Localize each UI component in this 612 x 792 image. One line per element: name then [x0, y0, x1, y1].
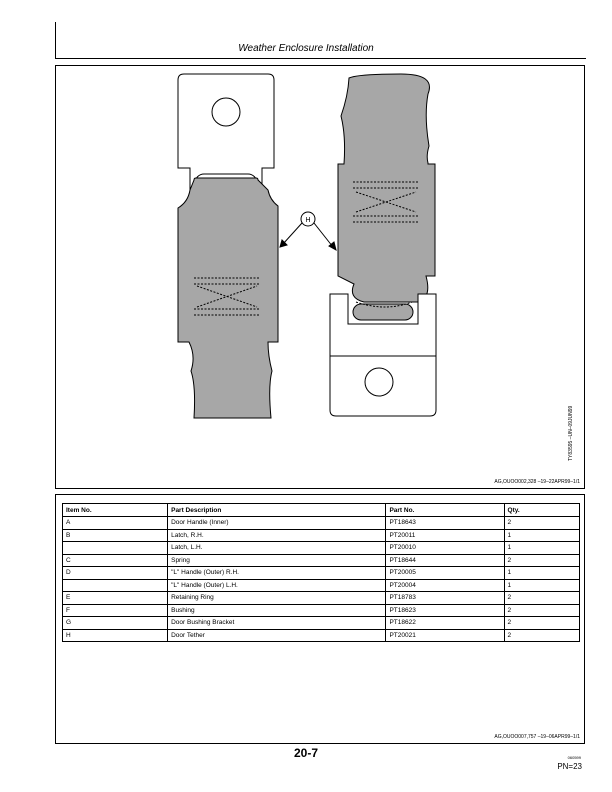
table-header-row	[63, 504, 580, 517]
footer-pn: PN=23	[557, 762, 582, 771]
page-title: Weather Enclosure Installation	[238, 43, 374, 54]
cell-part-no: PT18643	[386, 517, 504, 530]
cell-qty: 2	[504, 604, 579, 617]
cell-qty: 2	[504, 554, 579, 567]
header-rule	[55, 58, 586, 59]
cell-qty: 2	[504, 617, 579, 630]
table-row	[63, 542, 580, 555]
cell-part-no: PT20005	[386, 567, 504, 580]
cell-part-no: PT20010	[386, 542, 504, 555]
cell-description: Door Bushing Bracket	[168, 617, 386, 630]
parts-table-panel	[55, 494, 585, 744]
right-bracket-slot	[353, 304, 413, 320]
figure-panel	[55, 65, 585, 489]
cell-part-no: PT20021	[386, 629, 504, 642]
cell-part-no: PT18644	[386, 554, 504, 567]
callout-label: H	[305, 217, 311, 224]
cell-qty: 1	[504, 579, 579, 592]
cell-qty: 2	[504, 629, 579, 642]
cell-description: Latch, L.H.	[168, 542, 386, 555]
header-part-description: Part Description	[168, 504, 386, 517]
cell-item-no	[63, 542, 168, 555]
cell-part-no: PT18623	[386, 604, 504, 617]
parts-table	[62, 503, 580, 642]
figure-reference: AG,OUOO002,328 –19–22APR99–1/1	[494, 479, 580, 485]
cell-item-no: E	[63, 592, 168, 605]
table-row	[63, 554, 580, 567]
figure-vertical-id: TY83595 –UN–09JUN99	[568, 405, 574, 461]
footer-code: 060599	[567, 755, 581, 760]
cell-qty: 1	[504, 529, 579, 542]
cell-qty: 2	[504, 592, 579, 605]
cell-qty: 1	[504, 542, 579, 555]
cell-item-no: C	[63, 554, 168, 567]
cell-description: Retaining Ring	[168, 592, 386, 605]
cell-item-no	[63, 579, 168, 592]
cell-item-no: A	[63, 517, 168, 530]
cell-part-no: PT18622	[386, 617, 504, 630]
table-row	[63, 592, 580, 605]
table-row	[63, 579, 580, 592]
cell-part-no: PT20011	[386, 529, 504, 542]
header-part-no: Part No.	[386, 504, 504, 517]
table-row	[63, 517, 580, 530]
cell-item-no: H	[63, 629, 168, 642]
cell-item-no: G	[63, 617, 168, 630]
table-row	[63, 617, 580, 630]
cell-description: Spring	[168, 554, 386, 567]
header-qty: Qty.	[504, 504, 579, 517]
table-reference: AG,OUOO007,757 –19–06APR99–1/1	[494, 734, 580, 740]
table-row	[63, 567, 580, 580]
cell-part-no: PT20004	[386, 579, 504, 592]
cell-qty: 1	[504, 567, 579, 580]
left-strap	[178, 178, 278, 418]
cell-description: Door Tether	[168, 629, 386, 642]
cell-description: "L" Handle (Outer) L.H.	[168, 579, 386, 592]
table-row	[63, 529, 580, 542]
door-tether-illustration	[56, 66, 586, 490]
table-row	[63, 629, 580, 642]
cell-description: "L" Handle (Outer) R.H.	[168, 567, 386, 580]
cell-item-no: B	[63, 529, 168, 542]
cell-item-no: F	[63, 604, 168, 617]
table-row	[63, 604, 580, 617]
header-item-no: Item No.	[63, 504, 168, 517]
cell-qty: 2	[504, 517, 579, 530]
cell-description: Latch, R.H.	[168, 529, 386, 542]
cell-description: Bushing	[168, 604, 386, 617]
cell-description: Door Handle (Inner)	[168, 517, 386, 530]
page-number: 20-7	[293, 746, 319, 760]
cell-item-no: D	[63, 567, 168, 580]
cell-part-no: PT18783	[386, 592, 504, 605]
